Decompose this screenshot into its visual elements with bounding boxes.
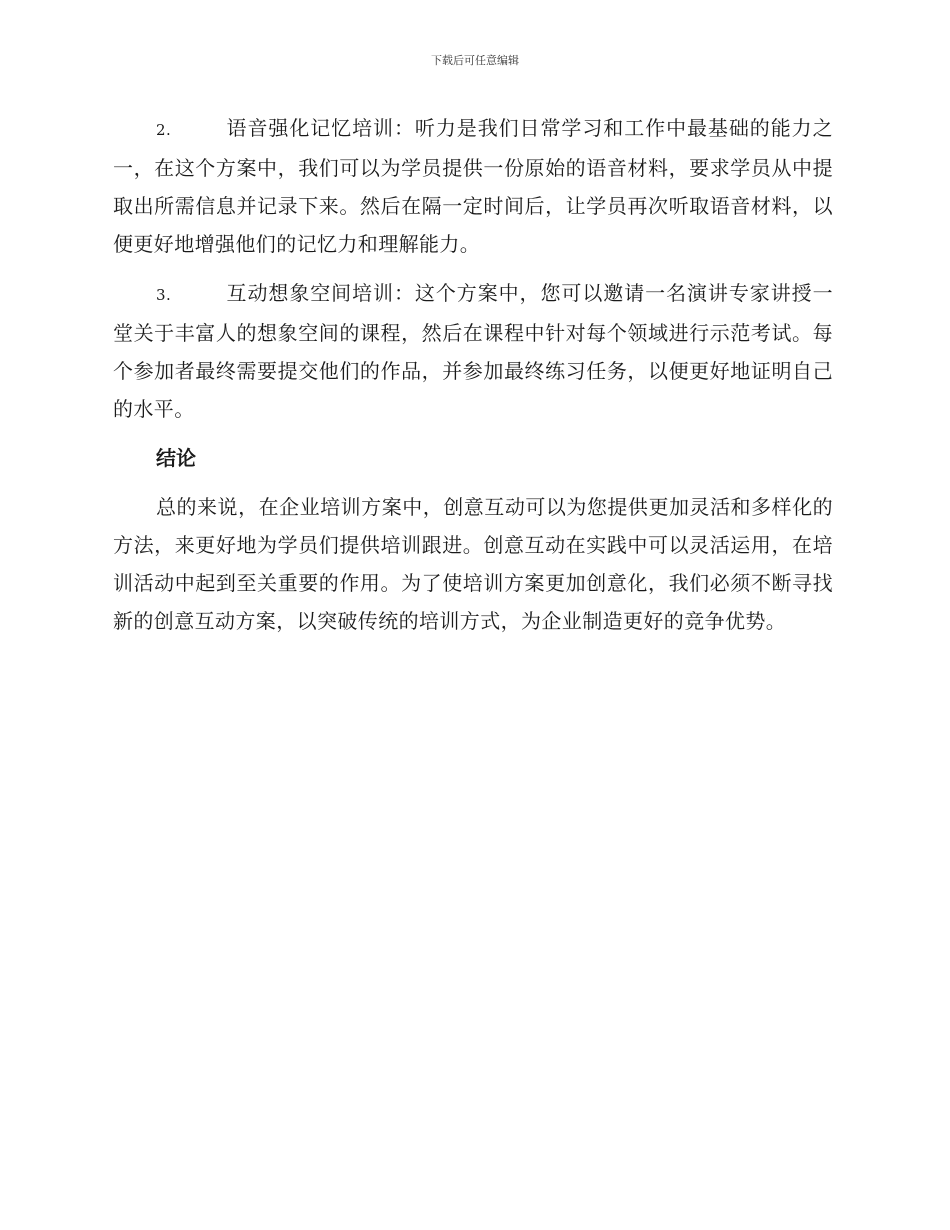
page-header: 下载后可任意编辑 [431,54,519,67]
list-item-2 [113,109,833,263]
document-body [113,109,833,651]
list-item-number: 3. [156,286,172,304]
list-item-3 [113,274,833,428]
list-item-text: 互动想象空间培训：这个方案中，您可以邀请一名演讲专家讲授一堂关于丰富人的想象空间的课程，然后在课程中针对每个领域进行示范考试。每个参加者最终需要提交他们的作品，并参加最终练习任务，以便更好地证明自己的水平。 [113,281,833,421]
list-item-text: 语音强化记忆培训：听力是我们日常学习和工作中最基础的能力之一，在这个方案中，我们可以为学员提供一份原始的语音材料，要求学员从中提取出所需信息并记录下来。然后在隔一定时间后，让学员再次听取语音材料，以便更好地增强他们的记忆力和理解能力。 [113,116,833,256]
list-item-number: 2. [156,121,172,139]
conclusion-paragraph: 总的来说，在企业培训方案中，创意互动可以为您提供更加灵活和多样化的方法，来更好地为学员们提供培训跟进。创意互动在实践中可以灵活运用，在培训活动中起到至关重要的作用。为了使培训方案更加创意化，我们必须不断寻找新的创意互动方案，以突破传统的培训方式，为企业制造更好的竞争优势。 [113,495,833,633]
conclusion-heading: 结论 [156,446,196,470]
